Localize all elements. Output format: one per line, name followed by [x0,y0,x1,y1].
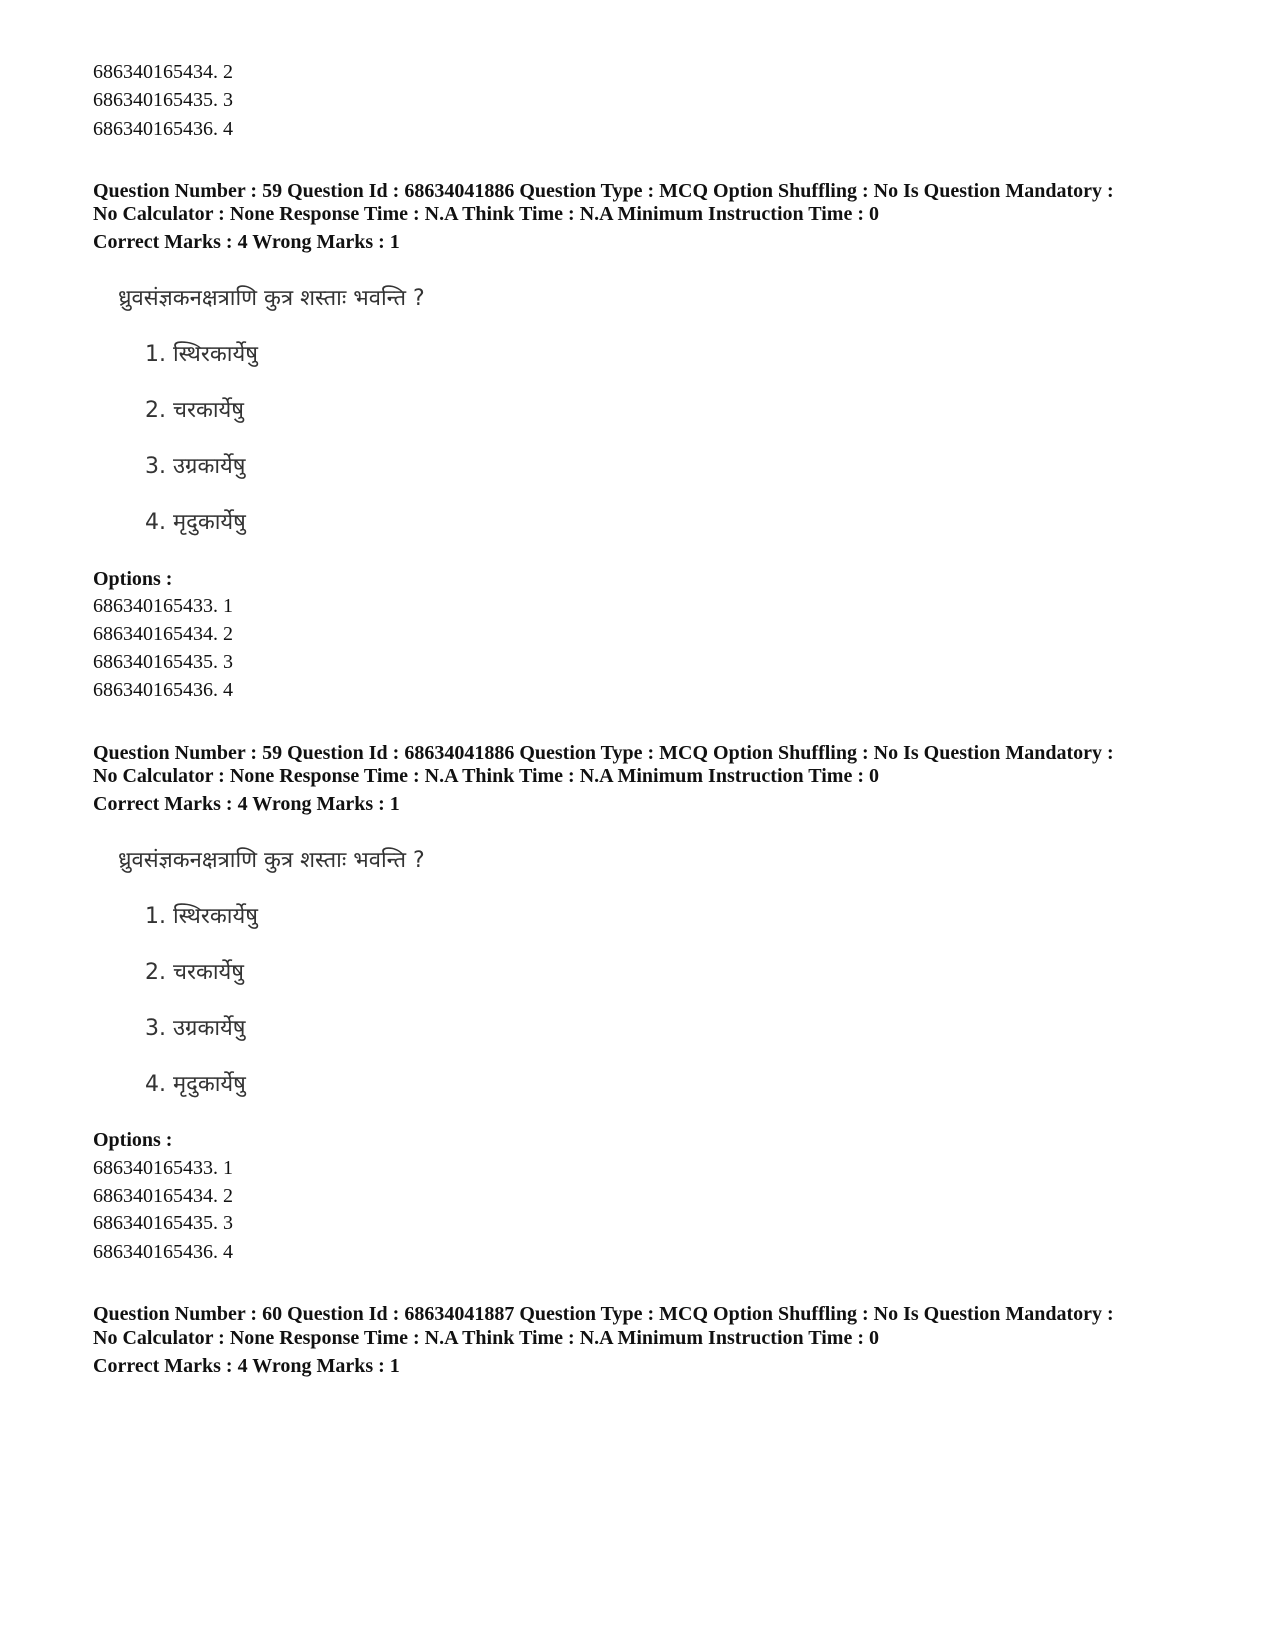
option-line: 686340165436. 4 [93,679,233,701]
question-text: ध्रुवसंज्ञकनक्षत्राणि कुत्र शस्ताः भवन्ति ? [118,286,425,311]
question-header-line2: No Calculator : None Response Time : N.A Think Time : N.A Minimum Instruction Time : 0 [93,1327,879,1349]
option-line: 686340165436. 4 [93,118,233,140]
question-choice: 4. मृदुकार्येषु [145,1072,246,1097]
question-text: ध्रुवसंज्ञकनक्षत्राणि कुत्र शस्ताः भवन्ति ? [118,848,425,873]
question-choice: 3. उग्रकार्येषु [145,1016,246,1041]
option-line: 686340165435. 3 [93,1212,233,1234]
option-line: 686340165433. 1 [93,1157,233,1179]
option-line: 686340165434. 2 [93,61,233,83]
question-choice: 1. स्थिरकार्येषु [145,904,258,929]
options-label: Options : [93,1129,173,1151]
question-choice: 4. मृदुकार्येषु [145,510,246,535]
question-header-line1: Question Number : 59 Question Id : 68634041886 Question Type : MCQ Option Shuffling : No Is Question Mandatory : [93,742,1114,764]
question-choice: 1. स्थिरकार्येषु [145,342,258,367]
option-line: 686340165434. 2 [93,1185,233,1207]
question-choice: 2. चरकार्येषु [145,398,245,423]
option-line: 686340165433. 1 [93,595,233,617]
option-line: 686340165435. 3 [93,651,233,673]
option-line: 686340165436. 4 [93,1241,233,1263]
question-header-line2: No Calculator : None Response Time : N.A Think Time : N.A Minimum Instruction Time : 0 [93,765,879,787]
options-label: Options : [93,568,173,590]
question-marks: Correct Marks : 4 Wrong Marks : 1 [93,793,400,815]
question-marks: Correct Marks : 4 Wrong Marks : 1 [93,1355,400,1377]
question-header-line1: Question Number : 59 Question Id : 68634041886 Question Type : MCQ Option Shuffling : No Is Question Mandatory : [93,180,1114,202]
question-header-line2: No Calculator : None Response Time : N.A Think Time : N.A Minimum Instruction Time : 0 [93,203,879,225]
question-choice: 3. उग्रकार्येषु [145,454,246,479]
question-marks: Correct Marks : 4 Wrong Marks : 1 [93,231,400,253]
option-line: 686340165435. 3 [93,89,233,111]
option-line: 686340165434. 2 [93,623,233,645]
question-choice: 2. चरकार्येषु [145,960,245,985]
question-header-line1: Question Number : 60 Question Id : 68634041887 Question Type : MCQ Option Shuffling : No Is Question Mandatory : [93,1303,1114,1325]
